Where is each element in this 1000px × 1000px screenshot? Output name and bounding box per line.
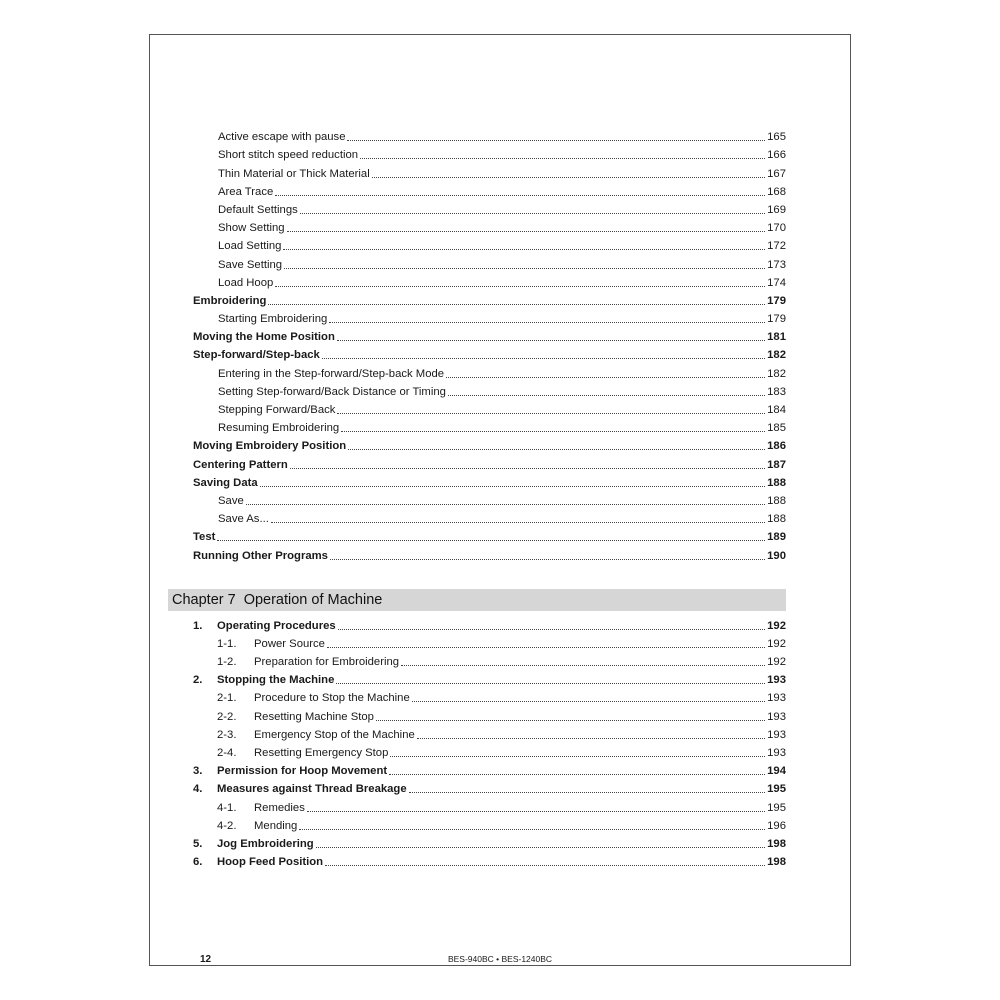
toc-entry-title: Preparation for Embroidering (254, 656, 400, 669)
dot-leader (347, 140, 765, 141)
toc-entry-page: 173 (767, 258, 786, 271)
toc-entry-number: 2-2. (217, 710, 237, 723)
dot-leader (271, 522, 765, 523)
toc-entry (193, 669, 786, 687)
dot-leader (448, 395, 765, 396)
toc-entry-page: 192 (767, 619, 786, 632)
toc-entry (193, 144, 786, 162)
toc-entry-label (193, 838, 314, 851)
toc-entry (193, 126, 786, 144)
dot-leader (446, 377, 765, 378)
toc-entry-number: 2. (193, 674, 203, 687)
toc-entry (193, 615, 786, 633)
toc-entry (193, 162, 786, 180)
toc-entry (193, 724, 786, 742)
dot-leader (338, 629, 765, 630)
dot-leader (284, 268, 765, 269)
toc-section-chapter-6 (193, 126, 786, 563)
toc-entry-label (193, 765, 387, 778)
toc-entry-number: 1-1. (217, 637, 237, 650)
toc-entry-title: Step-forward/Step-back (193, 349, 320, 362)
toc-entry (193, 435, 786, 453)
toc-entry-label (193, 638, 325, 651)
toc-entry-page: 190 (767, 549, 786, 562)
toc-entry-label (193, 729, 415, 742)
dot-leader (336, 683, 765, 684)
toc-entry-title: Emergency Stop of the Machine (254, 728, 415, 741)
toc-entry-title: Resuming Embroidering (218, 422, 340, 435)
toc-entry-page: 192 (767, 637, 786, 650)
toc-entry-title: Procedure to Stop the Machine (254, 692, 410, 705)
dot-leader (409, 792, 766, 793)
dot-leader (217, 540, 765, 541)
toc-entry (193, 687, 786, 705)
toc-entry-label (193, 802, 305, 815)
dot-leader (287, 231, 766, 232)
toc-entry-page: 189 (767, 531, 786, 544)
toc-entry-page: 166 (767, 149, 786, 162)
toc-entry (193, 508, 786, 526)
toc-entry (193, 344, 786, 362)
toc-entry-page: 167 (767, 167, 786, 180)
toc-entry-title: Short stitch speed reduction (218, 149, 359, 162)
toc-entry-title: Test (193, 531, 216, 544)
toc-entry (193, 453, 786, 471)
toc-entry-title: Stepping Forward/Back (218, 404, 336, 416)
toc-entry-page: 184 (767, 404, 786, 416)
toc-entry-label (193, 820, 297, 833)
dot-leader (246, 504, 765, 505)
toc-entry-title: Permission for Hoop Movement (217, 765, 388, 778)
dot-leader (372, 177, 765, 178)
toc-entry-number: 3. (193, 765, 203, 778)
toc-entry-number: 2-3. (217, 728, 237, 741)
toc-entry-title: Entering in the Step-forward/Step-back Mode (218, 367, 445, 380)
toc-entry (193, 272, 786, 290)
dot-leader (260, 486, 765, 487)
toc-entry-label (193, 856, 323, 869)
dot-leader (322, 358, 765, 359)
toc-entry-number: 6. (193, 856, 203, 869)
toc-entry-number: 4. (193, 783, 203, 796)
toc-entry (193, 417, 786, 435)
toc-entry-label (193, 620, 336, 633)
footer-model: BES-940BC • BES-1240BC (447, 954, 553, 964)
toc-entry-title: Remedies (254, 801, 305, 814)
toc-entry-page: 183 (767, 385, 786, 398)
toc-entry (193, 490, 786, 508)
toc-entry-title: Moving the Home Position (193, 331, 335, 344)
dot-leader (316, 847, 765, 848)
dot-leader (283, 249, 765, 250)
toc-entry (193, 742, 786, 760)
toc-section-chapter-7 (193, 615, 786, 870)
toc-entry-title: Setting Step-forward/Back Distance or Timing (218, 385, 446, 398)
toc-entry-page: 198 (767, 856, 786, 869)
toc-entry-title: Save (218, 494, 244, 507)
dot-leader (327, 647, 765, 648)
toc-entry-page: 198 (767, 837, 786, 850)
toc-entry-page: 188 (767, 494, 786, 507)
toc-entry (193, 472, 786, 490)
toc-entry-title: Moving Embroidery Position (193, 440, 347, 453)
table-of-contents (172, 126, 786, 869)
toc-entry (193, 705, 786, 723)
toc-entry-number: 2-4. (217, 747, 237, 759)
toc-entry-number: 4-1. (217, 801, 237, 814)
toc-entry-label (193, 656, 399, 669)
toc-entry (193, 199, 786, 217)
toc-entry-number: 1. (193, 619, 203, 632)
toc-entry-page: 192 (767, 656, 786, 669)
dot-leader (417, 738, 765, 739)
toc-entry-page: 188 (767, 513, 786, 526)
toc-entry (193, 833, 786, 851)
dot-leader (330, 559, 765, 560)
dot-leader (325, 865, 765, 866)
toc-entry-page: 196 (767, 819, 786, 832)
section-gap (193, 563, 786, 589)
toc-entry (193, 651, 786, 669)
toc-entry-page: 165 (767, 131, 786, 144)
toc-entry-page: 182 (767, 349, 786, 362)
chapter-label: Chapter 7 (172, 591, 236, 608)
toc-entry-page: 172 (767, 240, 786, 253)
toc-entry-title: Default Settings (218, 203, 298, 216)
chapter-heading (168, 589, 786, 611)
toc-entry (193, 253, 786, 271)
dot-leader (360, 158, 765, 159)
dot-leader (300, 213, 765, 214)
toc-entry-page: 168 (767, 185, 786, 198)
dot-leader (390, 756, 765, 757)
toc-entry-page: 186 (767, 440, 786, 453)
toc-entry-number: 5. (193, 837, 203, 850)
toc-entry-number: 4-2. (217, 819, 237, 832)
toc-entry-title: Jog Embroidering (217, 837, 314, 850)
toc-entry-title: Saving Data (193, 476, 258, 489)
toc-entry (193, 633, 786, 651)
toc-entry-title: Save Setting (218, 258, 283, 271)
dot-leader (341, 431, 765, 432)
toc-entry (193, 796, 786, 814)
dot-leader (412, 701, 765, 702)
toc-entry-title: Power Source (254, 637, 325, 650)
dot-leader (389, 774, 765, 775)
toc-entry-title: Area Trace (218, 185, 274, 198)
toc-entry (193, 235, 786, 253)
toc-entry (193, 362, 786, 380)
toc-entry (193, 181, 786, 199)
toc-entry-label (193, 674, 334, 687)
toc-entry (193, 326, 786, 344)
toc-entry-page: 169 (767, 203, 786, 216)
dot-leader (275, 195, 765, 196)
toc-entry-page: 188 (767, 476, 786, 489)
dot-leader (337, 413, 765, 414)
dot-leader (376, 720, 765, 721)
toc-entry-title: Centering Pattern (193, 458, 288, 471)
toc-entry (193, 778, 786, 796)
toc-entry-page: 181 (767, 331, 786, 344)
toc-entry-page: 193 (767, 728, 786, 741)
toc-entry-page: 193 (767, 692, 786, 705)
dot-leader (299, 829, 765, 830)
toc-entry-title: Hoop Feed Position (217, 856, 324, 869)
toc-entry-label (193, 747, 388, 760)
toc-entry-title: Resetting Machine Stop (254, 710, 374, 723)
toc-entry-label (193, 783, 407, 796)
toc-entry-number: 2-1. (217, 692, 237, 705)
dot-leader (275, 286, 765, 287)
dot-leader (329, 322, 765, 323)
toc-entry-title: Running Other Programs (193, 549, 328, 562)
toc-entry-page: 182 (767, 367, 786, 380)
toc-entry-page: 187 (767, 458, 786, 471)
toc-entry-page: 193 (767, 674, 786, 687)
toc-entry-page: 179 (767, 313, 786, 326)
toc-entry (193, 399, 786, 417)
toc-entry (193, 760, 786, 778)
toc-entry-title: Load Setting (218, 240, 282, 253)
toc-entry-page: 195 (767, 783, 786, 796)
toc-entry (193, 544, 786, 562)
toc-entry-title: Load Hoop (218, 276, 274, 289)
toc-entry-title: Mending (254, 819, 298, 832)
toc-entry (193, 815, 786, 833)
toc-entry-title: Embroidering (193, 294, 267, 307)
toc-entry (193, 381, 786, 399)
toc-entry-title: Thin Material or Thick Material (218, 167, 370, 180)
toc-entry-page: 195 (767, 801, 786, 814)
toc-entry-label (193, 711, 374, 724)
toc-entry-page: 174 (767, 276, 786, 289)
chapter-title: Operation of Machine (243, 591, 383, 608)
toc-entry (193, 851, 786, 869)
toc-entry-title: Starting Embroidering (218, 313, 328, 326)
toc-entry (193, 290, 786, 308)
toc-entry (193, 217, 786, 235)
toc-entry-label (193, 692, 410, 705)
toc-entry-title: Operating Procedures (217, 619, 336, 632)
dot-leader (337, 340, 765, 341)
toc-entry-page: 179 (767, 294, 786, 307)
dot-leader (268, 304, 765, 305)
toc-entry-page: 193 (767, 710, 786, 723)
toc-entry-page: 194 (767, 765, 786, 778)
page-number: 12 (200, 954, 212, 965)
toc-entry-number: 1-2. (217, 656, 237, 669)
toc-entry-page: 193 (767, 747, 786, 759)
toc-entry-page: 185 (767, 422, 786, 435)
dot-leader (307, 811, 765, 812)
toc-entry-title: Resetting Emergency Stop (254, 747, 389, 759)
dot-leader (348, 449, 765, 450)
toc-entry-page: 170 (767, 222, 786, 235)
dot-leader (401, 665, 765, 666)
toc-entry-title: Measures against Thread Breakage (217, 783, 407, 796)
toc-entry-title: Active escape with pause (218, 131, 346, 144)
toc-entry-title: Stopping the Machine (217, 674, 335, 687)
dot-leader (290, 468, 765, 469)
toc-entry-title: Save As... (218, 513, 269, 526)
toc-entry (193, 526, 786, 544)
toc-entry (193, 308, 786, 326)
toc-entry-title: Show Setting (218, 222, 285, 235)
